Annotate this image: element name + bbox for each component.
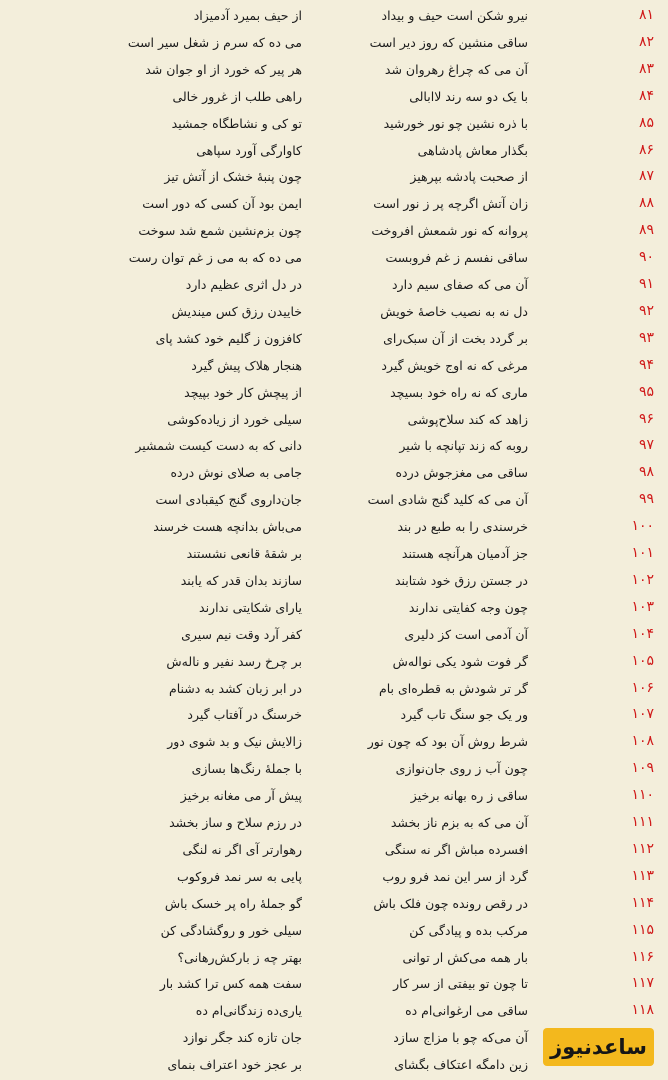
first-hemistich: ساقی ز ره بهانه برخیز <box>410 788 528 804</box>
first-hemistich: بار همه می‌کش ار توانی <box>402 949 528 965</box>
verse-number: ۸۳ <box>638 60 654 77</box>
verse-row <box>0 836 668 863</box>
first-hemistich: آن می که صفای سیم دارد <box>391 277 528 292</box>
verse-number: ۱۱۲ <box>631 840 654 857</box>
verse-row <box>0 298 668 325</box>
verse-row <box>0 137 668 164</box>
verse-row <box>0 944 668 971</box>
second-hemistich: می‌باش بدانچه هست خرسند <box>153 519 302 535</box>
second-hemistich: می ده که سرم ز شغل سیر است <box>127 34 302 50</box>
verse-number: ۹۵ <box>638 383 654 400</box>
second-hemistich: در رزم سلاح و ساز بخشد <box>169 815 302 830</box>
site-logo[interactable] <box>543 1028 654 1066</box>
verse-row <box>0 83 668 110</box>
verse-row <box>0 863 668 890</box>
first-hemistich: خرسندی را به طبع در بند <box>397 519 528 535</box>
verse-row <box>0 809 668 836</box>
verse-number: ۸۸ <box>638 195 654 212</box>
site-logo-text: ساعدنیوز <box>550 1035 647 1059</box>
verse-row <box>0 890 668 917</box>
first-hemistich: روبه که زند تپانچه با شیر <box>399 438 528 454</box>
verse-number: ۸۴ <box>638 87 654 104</box>
verse-number: ۹۲ <box>638 302 654 319</box>
verse-number: ۸۹ <box>638 222 654 239</box>
verse-row <box>0 540 668 567</box>
second-hemistich: سیلی خورد از زیاده‌کوشی <box>167 411 302 427</box>
second-hemistich: چون بزم‌نشین شمع شد سوخت <box>138 223 302 239</box>
verse-number: ۸۱ <box>638 7 654 23</box>
verse-number: ۸۲ <box>638 33 654 50</box>
first-hemistich: بگذار معاش پادشاهی <box>417 142 528 158</box>
second-hemistich: تو کی و نشاطگاه جمشید <box>171 115 302 131</box>
first-hemistich: جز آدمیان هرآنچه هستند <box>401 546 528 561</box>
first-hemistich: آن می که چراغ رهروان شد <box>384 61 528 77</box>
verse-number: ۱۱۸ <box>631 1002 654 1019</box>
verse-number: ۸۵ <box>638 114 654 131</box>
first-hemistich: آن می که به بزم ناز بخشد <box>390 815 528 830</box>
first-hemistich: گر تر شودش به قطره‌ای بام <box>379 680 528 696</box>
verse-number: ۹۱ <box>638 276 654 292</box>
second-hemistich: سیلی خور و روگشادگی کن <box>160 922 302 938</box>
verse-row <box>0 56 668 83</box>
first-hemistich: ور یک جو سنگ تاب گیرد <box>400 707 528 723</box>
verse-row <box>0 648 668 675</box>
verse-number: ۱۰۱ <box>631 545 654 561</box>
verse-row <box>0 755 668 782</box>
verse-number: ۹۶ <box>638 410 654 427</box>
verse-row <box>0 406 668 433</box>
first-hemistich: آن آدمی است کز دلیری <box>404 626 528 642</box>
first-hemistich: افسرده مباش اگر نه سنگی <box>384 841 528 857</box>
verse-number: ۹۰ <box>638 249 654 266</box>
verse-row <box>0 244 668 271</box>
verse-number: ۹۸ <box>638 464 654 481</box>
verse-row <box>0 379 668 406</box>
verse-row <box>0 728 668 755</box>
verse-number: ۱۱۶ <box>631 948 654 965</box>
verse-number: ۱۰۶ <box>631 679 654 696</box>
second-hemistich: می ده که به می ز غم توان رست <box>128 250 302 266</box>
verse-number: ۹۳ <box>638 329 654 346</box>
first-hemistich: زاهد که کند سلاح‌پوشی <box>407 411 528 427</box>
second-hemistich: در دل اثری عظیم دارد <box>185 277 302 292</box>
first-hemistich: ماری که نه راه خود بسیچد <box>390 384 528 400</box>
second-hemistich: هنجار هلاک پیش گیرد <box>191 357 302 373</box>
verse-number: ۱۱۰ <box>631 787 654 804</box>
second-hemistich: کاوارگی آورد سپاهی <box>196 142 302 158</box>
second-hemistich: زالایش نیک و بد شوی دور <box>167 734 302 750</box>
second-hemistich: جامی به صلای نوش درده <box>170 465 302 481</box>
first-hemistich: از صحبت پادشه بپرهیز <box>410 169 528 185</box>
first-hemistich: گر فوت شود یکی نواله‌ش <box>392 653 528 669</box>
second-hemistich: کفر آرد وقت نیم سیری <box>181 626 302 642</box>
first-hemistich: چون آب ز روی جان‌نوازی <box>395 761 528 777</box>
verse-number: ۱۱۳ <box>631 867 654 884</box>
verse-row <box>0 970 668 997</box>
verse-number: ۱۱۱ <box>631 814 654 830</box>
first-hemistich: ساقی منشین که روز دیر است <box>369 34 528 50</box>
second-hemistich: یاری‌ده زندگانی‌ام ده <box>195 1003 302 1019</box>
verse-row <box>0 513 668 540</box>
verse-number: ۱۰۴ <box>631 625 654 642</box>
first-hemistich: مرغی که نه اوج خویش گیرد <box>381 357 528 373</box>
second-hemistich: هر پیر که خورد از او جوان شد <box>145 61 302 77</box>
second-hemistich: ایمن بود آن کسی که دور است <box>142 196 302 212</box>
second-hemistich: جان تازه کند جگر نوازد <box>182 1030 302 1046</box>
verse-row <box>0 594 668 621</box>
second-hemistich: جان‌داروی گنج کیقبادی است <box>155 492 302 508</box>
verse-number: ۸۶ <box>638 141 654 158</box>
verse-row <box>0 997 668 1024</box>
verse-row <box>0 163 668 190</box>
first-hemistich: ساقی نفسم ز غم فروبست <box>385 250 528 266</box>
first-hemistich: تا چون تو بیفتی از سر کار <box>393 976 528 992</box>
first-hemistich: آن می که کلید گنج شادی است <box>367 492 528 508</box>
verse-row <box>0 567 668 594</box>
second-hemistich: دانی که به دست کیست شمشیر <box>135 438 302 454</box>
first-hemistich: بر گردد بخت از آن سبک‌رای <box>383 330 528 346</box>
verse-row <box>0 917 668 944</box>
first-hemistich: زان آتش اگرچه پر ز نور است <box>373 196 528 212</box>
verse-row <box>0 2 668 29</box>
first-hemistich: در رقص رونده چون فلک باش <box>373 895 528 911</box>
first-hemistich: دل نه به نصیب خاصهٔ خویش <box>380 303 528 319</box>
verse-row <box>0 432 668 459</box>
second-hemistich: رهوارتر آی اگر نه لنگی <box>182 841 302 857</box>
second-hemistich: راهی طلب از غرور خالی <box>172 88 302 104</box>
verse-number: ۱۰۰ <box>631 518 654 535</box>
verse-row <box>0 621 668 648</box>
verse-number: ۹۴ <box>638 356 654 373</box>
second-hemistich: یارای شکایتی ندارند <box>199 599 302 615</box>
first-hemistich: شرط روش آن بود که چون نور <box>367 734 528 750</box>
second-hemistich: کافزون ز گلیم خود کشد پای <box>155 330 302 346</box>
verse-number: ۱۰۳ <box>631 598 654 615</box>
first-hemistich: ساقی می ارغوانی‌ام ده <box>405 1003 528 1019</box>
verse-number: ۱۰۵ <box>631 652 654 669</box>
verse-row <box>0 701 668 728</box>
verse-number: ۱۱۵ <box>631 921 654 938</box>
first-hemistich: گرد از سر این نمد فرو روب <box>382 868 528 884</box>
second-hemistich: بهتر چه ز بارکش‌رهانی؟ <box>177 949 302 965</box>
verse-number: ۹۷ <box>638 437 654 454</box>
first-hemistich: آن می‌که چو با مزاج سازد <box>393 1030 528 1046</box>
first-hemistich: چون وجه کفایتی ندارند <box>408 599 528 615</box>
second-hemistich: گو جملهٔ راه پر خسک باش <box>164 895 302 911</box>
first-hemistich: در جستن رزق خود شتابند <box>394 572 528 588</box>
first-hemistich: نیرو شکن است حیف و بیداد <box>381 8 528 23</box>
second-hemistich: خاییدن رزق کس میندیش <box>171 303 302 319</box>
second-hemistich: پایی به سر نمد فروکوب <box>177 868 302 884</box>
verse-row <box>0 271 668 298</box>
verse-number: ۸۷ <box>638 168 654 185</box>
verse-row <box>0 352 668 379</box>
second-hemistich: پیش آر می مغانه برخیز <box>180 788 302 804</box>
verse-number: ۱۱۷ <box>631 975 654 992</box>
first-hemistich: مرکب بده و پیادگی کن <box>409 922 528 938</box>
verse-number: ۱۰۷ <box>631 706 654 723</box>
first-hemistich: با ذره نشین چو نور خورشید <box>383 115 528 131</box>
verse-row <box>0 190 668 217</box>
verse-row <box>0 486 668 513</box>
verse-number: ۱۰۸ <box>631 733 654 750</box>
verse-number: ۹۹ <box>638 491 654 508</box>
second-hemistich: بر عجز خود اعتراف بنمای <box>167 1057 302 1073</box>
second-hemistich: بر شقهٔ قانعی نشستند <box>186 546 302 561</box>
second-hemistich: با جملهٔ رنگ‌ها بسازی <box>191 761 302 777</box>
verse-row <box>0 110 668 137</box>
verse-row <box>0 782 668 809</box>
first-hemistich: با یک دو سه رند لاابالی <box>409 88 528 104</box>
second-hemistich: سفت همه کس ترا کشد بار <box>159 976 302 992</box>
verse-row <box>0 29 668 56</box>
first-hemistich: ساقی می مغزجوش درده <box>395 465 528 481</box>
second-hemistich: سازند بدان قدر که یابند <box>180 572 302 588</box>
verse-number: ۱۰۹ <box>631 760 654 777</box>
verse-row <box>0 325 668 352</box>
second-hemistich: در ابر زبان کشد به دشنام <box>168 680 302 696</box>
verse-number: ۱۰۲ <box>631 571 654 588</box>
second-hemistich: خرسنگ در آفتاب گیرد <box>187 707 302 723</box>
second-hemistich: از پیچش کار خود بپیچد <box>184 384 302 400</box>
first-hemistich: زین دامگه اعتکاف بگشای <box>394 1057 528 1073</box>
second-hemistich: از حیف بمیرد آدمیزاد <box>193 8 302 23</box>
verse-row <box>0 675 668 702</box>
second-hemistich: بر چرخ رسد نفیر و ناله‌ش <box>166 653 302 669</box>
verse-row <box>0 459 668 486</box>
verse-row <box>0 217 668 244</box>
first-hemistich: پروانه که نور شمعش افروخت <box>371 223 528 239</box>
verse-number: ۱۱۴ <box>631 894 654 911</box>
second-hemistich: چون پنبهٔ خشک از آتش تیز <box>164 169 302 185</box>
